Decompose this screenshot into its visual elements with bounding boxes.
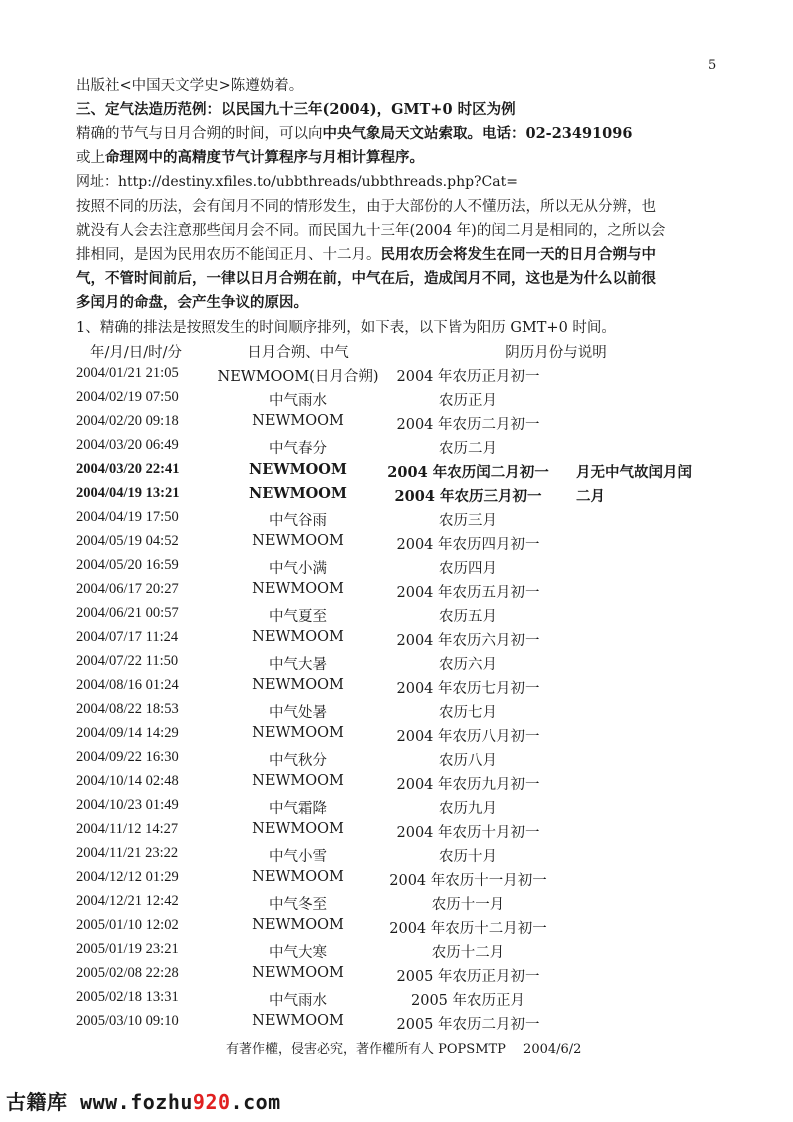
cell-lunar: 农历正月 — [439, 393, 497, 409]
column-header-lunar: 阴历月份与说明 — [505, 345, 607, 361]
cell-date: 2004/04/19 13:21 — [76, 485, 180, 501]
cell-date: 2004/12/12 01:29 — [76, 869, 179, 885]
table-row — [0, 821, 793, 845]
table-row — [0, 917, 793, 941]
table-row — [0, 533, 793, 557]
cell-event: 中气大寒 — [269, 945, 327, 961]
section-heading: 三、定气法造历范例：以民国九十三年(2004)，GMT+0 时区为例 — [76, 101, 516, 118]
table-row — [0, 869, 793, 893]
table-row — [0, 893, 793, 917]
cell-lunar: 农历十月 — [439, 849, 497, 865]
table-row — [0, 605, 793, 629]
watermark-suffix: .com — [230, 1090, 281, 1114]
cell-event: NEWMOOM — [252, 533, 344, 549]
cell-lunar: 2004 年农历六月初一 — [396, 633, 540, 649]
cell-note: 月无中气故闰月闰 — [576, 464, 692, 481]
table-row — [0, 1013, 793, 1037]
cell-lunar: 农历四月 — [439, 561, 497, 577]
cell-lunar: 2004 年农历八月初一 — [396, 729, 540, 745]
cell-lunar: 农历八月 — [439, 753, 497, 769]
cell-date: 2004/05/20 16:59 — [76, 557, 179, 573]
cell-event: 中气霜降 — [269, 801, 327, 817]
cell-lunar: 2004 年农历三月初一 — [394, 488, 542, 505]
table-row — [0, 965, 793, 989]
cell-date: 2004/02/19 07:50 — [76, 389, 179, 405]
watermark-number: 920 — [192, 1090, 231, 1114]
cell-date: 2004/08/22 18:53 — [76, 701, 179, 717]
cell-lunar: 2004 年农历十一月初一 — [389, 873, 547, 889]
cell-note: 二月 — [576, 488, 605, 505]
cell-event: 中气秋分 — [269, 753, 327, 769]
text-span: 或上 — [76, 150, 105, 166]
table-row — [0, 725, 793, 749]
cell-event: NEWMOOM — [252, 413, 344, 429]
text-span-bold: 中央气象局天文站索取。电话：02-23491096 — [322, 125, 633, 142]
watermark-text: 古籍库 www.fozhu — [6, 1090, 193, 1114]
cell-lunar: 农历五月 — [439, 609, 497, 625]
table-row — [0, 461, 793, 485]
cell-event: 中气处暑 — [269, 705, 327, 721]
cell-date: 2005/03/10 09:10 — [76, 1013, 179, 1029]
table-row — [0, 389, 793, 413]
paragraph-line: 就没有人会去注意那些闰月会不同。而民国九十三年(2004 年)的闰二月是相同的，之所以会 — [76, 223, 666, 239]
cell-date: 2004/02/20 09:18 — [76, 413, 179, 429]
cell-lunar: 农历六月 — [439, 657, 497, 673]
paragraph-line-bold: 多闰月的命盘，会产生争议的原因。 — [76, 294, 308, 311]
text-span: 排相同，是因为民用农历不能闰正月、十二月。 — [76, 247, 381, 263]
cell-lunar: 农历九月 — [439, 801, 497, 817]
cell-event: 中气夏至 — [269, 609, 327, 625]
cell-date: 2004/08/16 01:24 — [76, 677, 179, 693]
cell-date: 2004/03/20 06:49 — [76, 437, 179, 453]
paragraph-line — [76, 245, 656, 265]
cell-date: 2004/03/20 22:41 — [76, 461, 180, 477]
cell-event: NEWMOOM — [252, 965, 344, 981]
cell-event: NEWMOOM — [252, 581, 344, 597]
cell-lunar: 2004 年农历二月初一 — [396, 417, 540, 433]
cell-event: NEWMOOM — [252, 869, 344, 885]
table-row — [0, 749, 793, 773]
cell-event: 中气大暑 — [269, 657, 327, 673]
cell-date: 2004/06/21 00:57 — [76, 605, 179, 621]
cell-event: NEWMOOM — [252, 821, 344, 837]
cell-lunar: 2004 年农历四月初一 — [396, 537, 540, 553]
column-header-date: 年/月/日/时/分 — [90, 345, 183, 361]
cell-event: 中气雨水 — [269, 993, 327, 1009]
cell-date: 2005/02/08 22:28 — [76, 965, 179, 981]
cell-lunar: 2005 年农历正月 — [410, 993, 526, 1009]
table-row — [0, 701, 793, 725]
cell-date: 2004/07/22 11:50 — [76, 653, 179, 669]
cell-event: NEWMOOM — [252, 917, 344, 933]
cell-lunar: 2005 年农历正月初一 — [396, 969, 540, 985]
table-row — [0, 413, 793, 437]
cell-lunar: 农历三月 — [439, 513, 497, 529]
cell-event: 中气谷雨 — [269, 513, 327, 529]
cell-event: 中气小雪 — [269, 849, 327, 865]
cell-date: 2004/11/21 23:22 — [76, 845, 179, 861]
cell-date: 2004/01/21 21:05 — [76, 365, 179, 381]
cell-date: 2004/09/14 14:29 — [76, 725, 179, 741]
table-row — [0, 509, 793, 533]
paragraph-line-bold: 气，不管时间前后，一律以日月合朔在前，中气在后，造成闰月不同，这也是为什么以前很 — [76, 270, 656, 287]
table-row — [0, 989, 793, 1013]
text-line-publisher: 出版社<中国天文学史>陈遵妫着。 — [76, 78, 304, 94]
text-line-program — [76, 148, 424, 168]
cell-event: 中气春分 — [269, 441, 327, 457]
cell-date: 2004/11/12 14:27 — [76, 821, 179, 837]
cell-date: 2005/02/18 13:31 — [76, 989, 179, 1005]
text-line-phone — [76, 124, 632, 144]
column-header-event: 日月合朔、中气 — [247, 345, 349, 361]
cell-date: 2004/12/21 12:42 — [76, 893, 179, 909]
cell-date: 2004/10/14 02:48 — [76, 773, 179, 789]
cell-lunar: 农历二月 — [439, 441, 497, 457]
cell-event: NEWMOOM — [252, 629, 344, 645]
cell-lunar: 2004 年农历九月初一 — [396, 777, 540, 793]
cell-lunar: 农历七月 — [439, 705, 497, 721]
cell-lunar: 2004 年农历十二月初一 — [389, 921, 547, 937]
table-row — [0, 365, 793, 389]
cell-event: NEWMOOM(日月合朔) — [217, 369, 379, 385]
cell-date: 2004/06/17 20:27 — [76, 581, 179, 597]
cell-lunar: 2004 年农历五月初一 — [396, 585, 540, 601]
cell-lunar: 农历十二月 — [431, 945, 505, 961]
cell-date: 2005/01/19 23:21 — [76, 941, 179, 957]
cell-event: 中气小满 — [269, 561, 327, 577]
url-line: 网址：http://destiny.xfiles.to/ubbthreads/ubbthreads.php?Cat= — [76, 174, 518, 190]
table-row — [0, 845, 793, 869]
cell-event: 中气雨水 — [269, 393, 327, 409]
text-span-bold: 民用农历会将发生在同一天的日月合朔与中 — [380, 246, 656, 263]
cell-date: 2004/04/19 17:50 — [76, 509, 179, 525]
cell-lunar: 农历十一月 — [431, 897, 505, 913]
table-row — [0, 941, 793, 965]
cell-event: NEWMOOM — [252, 725, 344, 741]
table-row — [0, 653, 793, 677]
cell-event: NEWMOOM — [249, 461, 347, 478]
cell-lunar: 2004 年农历正月初一 — [396, 369, 540, 385]
cell-event: NEWMOOM — [252, 773, 344, 789]
cell-date: 2004/07/17 11:24 — [76, 629, 179, 645]
cell-date: 2004/05/19 04:52 — [76, 533, 179, 549]
cell-date: 2004/10/23 01:49 — [76, 797, 179, 813]
copyright-footer: 有著作權，侵害必究，著作權所有人 POPSMTP 2004/6/2 — [226, 1042, 582, 1057]
table-row — [0, 797, 793, 821]
cell-lunar: 2005 年农历二月初一 — [396, 1017, 540, 1033]
paragraph-line: 按照不同的历法，会有闰月不同的情形发生，由于大部份的人不懂历法，所以无从分辨，也 — [76, 199, 656, 215]
table-row — [0, 557, 793, 581]
text-span: 精确的节气与日月合朔的时间，可以向 — [76, 126, 323, 142]
table-row — [0, 437, 793, 461]
cell-date: 2005/01/10 12:02 — [76, 917, 179, 933]
cell-event: NEWMOOM — [249, 485, 347, 502]
cell-lunar: 2004 年农历十月初一 — [396, 825, 540, 841]
text-span-bold: 命理网中的高精度节气计算程序与月相计算程序。 — [105, 149, 424, 166]
cell-event: NEWMOOM — [252, 677, 344, 693]
site-watermark — [6, 1086, 281, 1115]
table-row — [0, 629, 793, 653]
cell-lunar: 2004 年农历七月初一 — [396, 681, 540, 697]
table-row — [0, 485, 793, 509]
table-intro: 1、精确的排法是按照发生的时间顺序排列，如下表，以下皆为阳历 GMT+0 时间。 — [76, 320, 616, 336]
cell-date: 2004/09/22 16:30 — [76, 749, 179, 765]
table-row — [0, 581, 793, 605]
table-row — [0, 677, 793, 701]
cell-lunar: 2004 年农历闰二月初一 — [387, 464, 549, 481]
cell-event: 中气冬至 — [269, 897, 327, 913]
page-number: 5 — [708, 58, 717, 73]
cell-event: NEWMOOM — [252, 1013, 344, 1029]
table-row — [0, 773, 793, 797]
